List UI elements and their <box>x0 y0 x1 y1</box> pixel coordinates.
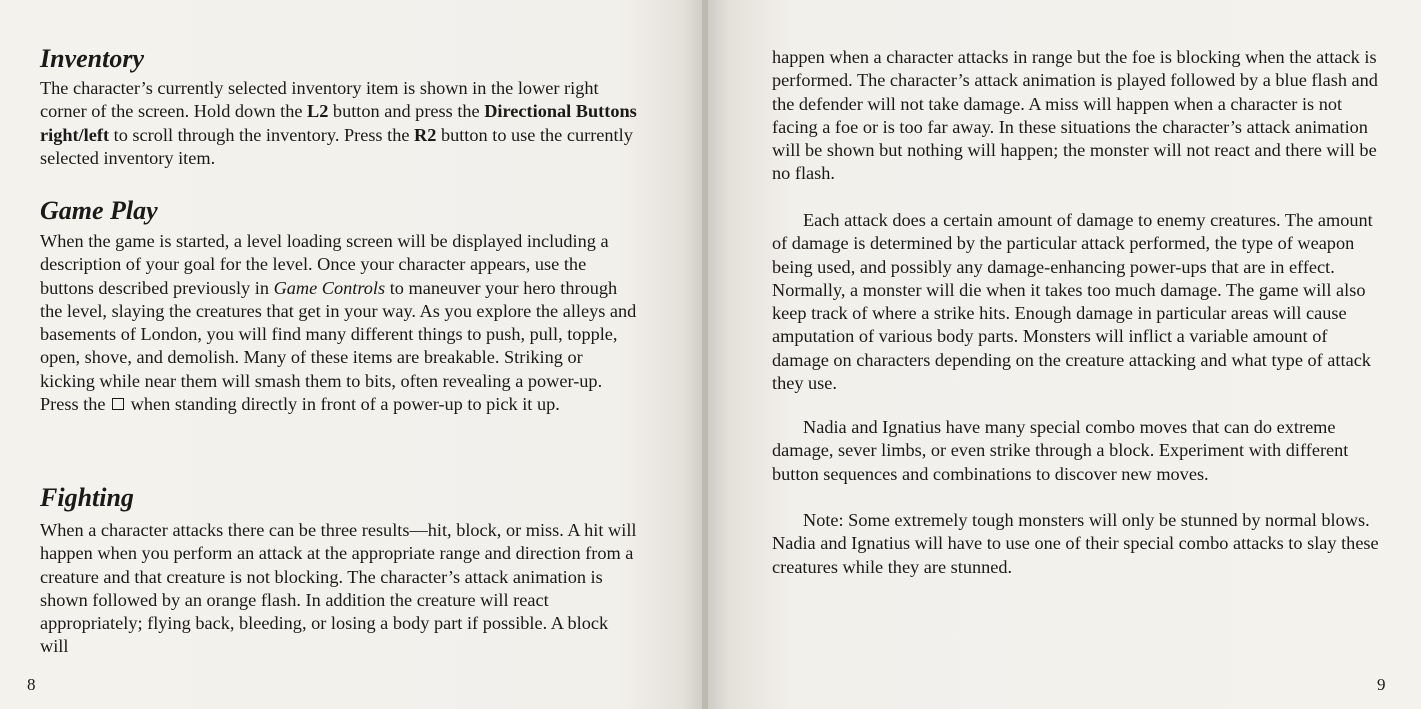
text-run: button and press the <box>328 101 485 122</box>
game-controls-reference: Game Controls <box>273 277 386 298</box>
right-page <box>708 0 1421 709</box>
combo-moves-paragraph: Nadia and Ignatius have many special combo moves that can do extreme damage, sever limbs, or even strike through a block. Experiment with different button sequences and combinations to discover new moves. <box>772 417 1349 484</box>
fighting-heading: Fighting <box>40 483 134 512</box>
text-run: button to use the currently selected inventory item. <box>40 124 633 168</box>
page-number: 8 <box>27 675 36 694</box>
left-page <box>0 0 704 709</box>
note-paragraph: Note: Some extremely tough monsters will only be stunned by normal blows. Nadia and Ignatius will have to use one of their special combo attacks to slay these creatures while they are stunned. <box>772 510 1379 577</box>
text-run: to scroll through the inventory. Press the <box>109 124 415 145</box>
directional-buttons-label: Directional Buttons right/left <box>40 101 637 145</box>
fighting-paragraph: When a character attacks there can be three results—hit, block, or miss. A hit will happen when you perform an attack at the appropriate range and direction from a creature and that creature is not blocking. The character’s attack animation is shown followed by an orange flash. In addition the creature will react appropriately; flying back, bleeding, or losing a body part if possible. A block will <box>40 520 637 657</box>
game-play-paragraph <box>40 230 640 416</box>
text-run: The character’s currently selected inventory item is shown in the lower right corner of the screen. Hold down the <box>40 78 599 122</box>
block-miss-paragraph: happen when a character attacks in range but the foe is blocking when the attack is performed. The character’s attack animation is played followed by a blue flash and the defender will not take damage. A miss will happen when a character is not facing a foe or is too far away. In these situations the character’s attack animation will be shown but nothing will happen; the monster will not react and there will be no flash. <box>772 47 1378 184</box>
inventory-paragraph <box>40 77 640 170</box>
l2-button-label: L2 <box>307 101 329 122</box>
text-run: to maneuver your hero through the level, slaying the creatures that get in your way. As you explore the alleys and basements of London, you will find many different things to push, pull, topple, open, shove, and demolish. Many of these items are breakable. Striking or kicking while near them will smash them to bits, often revealing a power-up. Press the <box>40 277 637 415</box>
text-run: when standing directly in front of a power-up to pick it up. <box>126 394 560 415</box>
square-button-icon <box>112 398 124 410</box>
text-run: When the game is started, a level loading screen will be displayed including a description of your goal for the level. Once your character appears, use the buttons described previously in <box>40 231 609 298</box>
r2-button-label: R2 <box>414 124 437 145</box>
page-number: 9 <box>1377 675 1386 694</box>
inventory-heading: Inventory <box>40 44 144 73</box>
game-play-heading: Game Play <box>40 196 158 225</box>
damage-paragraph: Each attack does a certain amount of damage to enemy creatures. The amount of damage is determined by the particular attack performed, the type of weapon being used, and possibly any damage-enhancing power-ups that are in effect. Normally, a monster will die when it takes too much damage. The game will also keep track of where a strike hits. Enough damage in particular areas will cause amputation of various body parts. Monsters will inflict a variable amount of damage on characters depending on the creature attacking and what type of attack they use. <box>772 210 1373 394</box>
